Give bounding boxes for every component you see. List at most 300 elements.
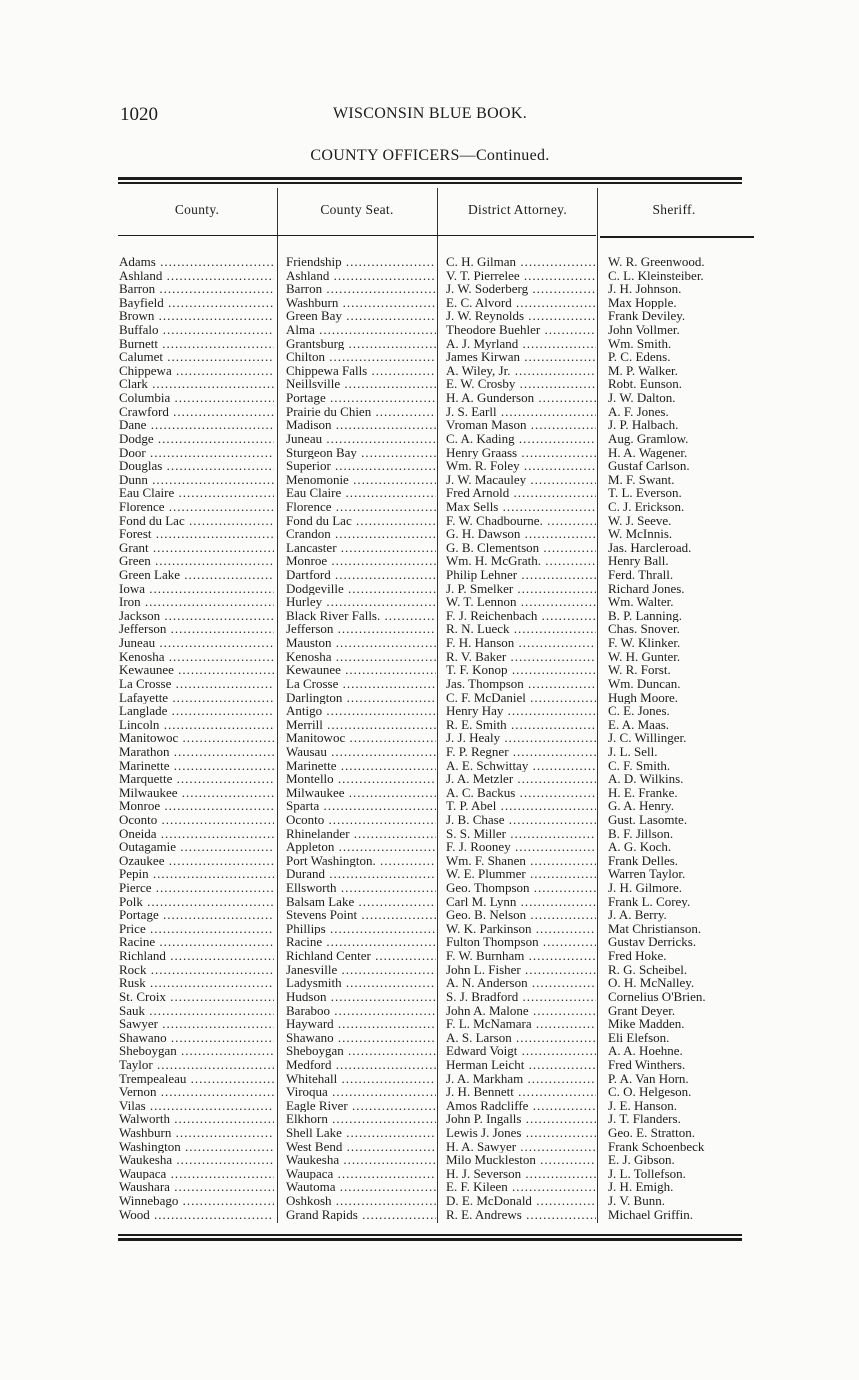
cell-district-attorney: T. F. Konop ..... bbox=[446, 663, 596, 677]
cell-county-seat: Madison ..... bbox=[286, 418, 436, 432]
table-row bbox=[118, 854, 758, 868]
cell-district-attorney: James Kirwan ..... bbox=[446, 350, 596, 364]
table-row bbox=[118, 486, 758, 500]
cell-county-seat: Richland Center ..... bbox=[286, 949, 436, 963]
table-row bbox=[118, 1153, 758, 1167]
table-row bbox=[118, 745, 758, 759]
cell-county: Vernon ..... bbox=[119, 1085, 274, 1099]
cell-county: Ozaukee ..... bbox=[119, 854, 274, 868]
cell-county-seat: Sheboygan ..... bbox=[286, 1044, 436, 1058]
table-row bbox=[118, 1208, 758, 1222]
top-rule-thin bbox=[118, 182, 742, 184]
book-title: WISCONSIN BLUE BOOK. bbox=[333, 105, 527, 122]
table-row bbox=[118, 786, 758, 800]
cell-sheriff: Michael Griffin. bbox=[608, 1207, 693, 1222]
table-row bbox=[118, 895, 758, 909]
cell-county-seat: Port Washington. ..... bbox=[286, 854, 436, 868]
table-row bbox=[118, 1031, 758, 1045]
table-row bbox=[118, 432, 758, 446]
cell-county-seat: Waukesha ..... bbox=[286, 1153, 436, 1167]
cell-district-attorney: A. C. Backus ..... bbox=[446, 786, 596, 800]
table-row bbox=[118, 772, 758, 786]
cell-sheriff: Gust. Lasomte. bbox=[608, 812, 688, 827]
cell-district-attorney: A. S. Larson ..... bbox=[446, 1031, 596, 1045]
cell-county: Juneau ..... bbox=[119, 636, 274, 650]
cell-sheriff: J. H. Gilmore. bbox=[608, 881, 683, 895]
cell-county-seat: Ladysmith ..... bbox=[286, 976, 436, 990]
cell-county: Dunn ..... bbox=[119, 473, 274, 487]
cell-sheriff: W. R. Greenwood. bbox=[608, 255, 705, 269]
cell-district-attorney: Geo. B. Nelson ..... bbox=[446, 908, 596, 922]
cell-district-attorney: A. E. Schwittay ..... bbox=[446, 759, 596, 773]
cell-county: Jackson ..... bbox=[119, 609, 274, 623]
cell-county-seat: Durand ..... bbox=[286, 867, 436, 881]
table-row bbox=[118, 473, 758, 487]
cell-county: Douglas ..... bbox=[119, 459, 274, 473]
cell-county: Crawford ..... bbox=[119, 405, 274, 419]
cell-sheriff: Wm. Smith. bbox=[608, 336, 672, 351]
cell-county: Dodge ..... bbox=[119, 432, 274, 446]
cell-sheriff: Aug. Gramlow. bbox=[608, 431, 689, 446]
cell-county-seat: Barron ..... bbox=[286, 282, 436, 296]
cell-county: Langlade ..... bbox=[119, 704, 274, 718]
cell-sheriff: A. G. Koch. bbox=[608, 840, 672, 854]
cell-county-seat: Eagle River ..... bbox=[286, 1099, 436, 1113]
cell-county-seat: Friendship ..... bbox=[286, 255, 436, 269]
cell-county: Trempealeau ..... bbox=[119, 1072, 274, 1086]
cell-district-attorney: C. A. Kading ..... bbox=[446, 432, 596, 446]
table-row bbox=[118, 1085, 758, 1099]
cell-county: Washington ..... bbox=[119, 1140, 274, 1154]
cell-county-seat: Dodgeville ..... bbox=[286, 582, 436, 596]
cell-county-seat: Merrill ..... bbox=[286, 718, 436, 732]
cell-county: Clark ..... bbox=[119, 377, 274, 391]
cell-county-seat: Shell Lake ..... bbox=[286, 1126, 436, 1140]
cell-county: Door ..... bbox=[119, 446, 274, 460]
table-row bbox=[118, 1058, 758, 1072]
cell-sheriff: H. E. Franke. bbox=[608, 785, 678, 800]
cell-sheriff: W. R. Forst. bbox=[608, 663, 671, 677]
cell-county: Portage ..... bbox=[119, 908, 274, 922]
cell-county: Oneida ..... bbox=[119, 827, 274, 841]
cell-county: Taylor ..... bbox=[119, 1058, 274, 1072]
table-row bbox=[118, 377, 758, 391]
cell-county: Racine ..... bbox=[119, 935, 274, 949]
cell-district-attorney: Theodore Buehler ..... bbox=[446, 323, 596, 337]
cell-district-attorney: John A. Malone ..... bbox=[446, 1004, 596, 1018]
cell-district-attorney: Vroman Mason ..... bbox=[446, 418, 596, 432]
table-row bbox=[118, 391, 758, 405]
cell-county: Polk ..... bbox=[119, 895, 274, 909]
cell-district-attorney: Henry Graass ..... bbox=[446, 446, 596, 460]
table-row bbox=[118, 609, 758, 623]
cell-county-seat: Dartford ..... bbox=[286, 568, 436, 582]
cell-county: Adams ..... bbox=[119, 255, 274, 269]
cell-district-attorney: A. J. Myrland ..... bbox=[446, 337, 596, 351]
cell-county: Sawyer ..... bbox=[119, 1017, 274, 1031]
cell-county: Eau Claire ..... bbox=[119, 486, 274, 500]
cell-sheriff: J. L. Sell. bbox=[608, 744, 658, 759]
cell-county: Dane ..... bbox=[119, 418, 274, 432]
cell-county: Waupaca ..... bbox=[119, 1167, 274, 1181]
table-row bbox=[118, 1140, 758, 1154]
cell-district-attorney: C. H. Gilman ..... bbox=[446, 255, 596, 269]
table-row bbox=[118, 1167, 758, 1181]
cell-county-seat: Wausau ..... bbox=[286, 745, 436, 759]
cell-county: Rusk ..... bbox=[119, 976, 274, 990]
cell-county: Green ..... bbox=[119, 554, 274, 568]
table-row bbox=[118, 554, 758, 568]
cell-county-seat: Eau Claire ..... bbox=[286, 486, 436, 500]
cell-sheriff: M. F. Swant. bbox=[608, 472, 675, 487]
cell-county: Florence ..... bbox=[119, 500, 274, 514]
cell-county-seat: Oconto ..... bbox=[286, 813, 436, 827]
cell-county: Pepin ..... bbox=[119, 867, 274, 881]
table-row bbox=[118, 1180, 758, 1194]
cell-county-seat: Oshkosh ..... bbox=[286, 1194, 436, 1208]
cell-sheriff: C. O. Helgeson. bbox=[608, 1085, 692, 1099]
cell-district-attorney: J. A. Metzler ..... bbox=[446, 772, 596, 786]
cell-county: Green Lake ..... bbox=[119, 568, 274, 582]
cell-sheriff: E. A. Maas. bbox=[608, 717, 670, 732]
page-header bbox=[120, 104, 740, 132]
cell-district-attorney: J. B. Chase ..... bbox=[446, 813, 596, 827]
cell-county: Iowa ..... bbox=[119, 582, 274, 596]
cell-sheriff: H. A. Wagener. bbox=[608, 445, 688, 460]
top-rule-thick bbox=[118, 177, 742, 180]
cell-district-attorney: E. C. Alvord ..... bbox=[446, 296, 596, 310]
cell-sheriff: M. P. Walker. bbox=[608, 363, 678, 378]
cell-district-attorney: J. H. Bennett ..... bbox=[446, 1085, 596, 1099]
bottom-rule-thin bbox=[118, 1234, 742, 1236]
table-row bbox=[118, 1004, 758, 1018]
cell-district-attorney: John L. Fisher ..... bbox=[446, 963, 596, 977]
cell-county-seat: Menomonie ..... bbox=[286, 473, 436, 487]
cell-district-attorney: J. W. Soderberg ..... bbox=[446, 282, 596, 296]
cell-sheriff: O. H. McNalley. bbox=[608, 976, 695, 990]
cell-county: Wood ..... bbox=[119, 1208, 274, 1222]
table-row bbox=[118, 364, 758, 378]
table-row bbox=[118, 1126, 758, 1140]
cell-sheriff: J. C. Willinger. bbox=[608, 731, 687, 745]
cell-county: Sauk ..... bbox=[119, 1004, 274, 1018]
table-row bbox=[118, 1044, 758, 1058]
table-row bbox=[118, 459, 758, 473]
cell-sheriff: J. T. Flanders. bbox=[608, 1112, 681, 1127]
cell-county-seat: Rhinelander ..... bbox=[286, 827, 436, 841]
table-row bbox=[118, 418, 758, 432]
table-row bbox=[118, 337, 758, 351]
cell-sheriff: J. H. Johnson. bbox=[608, 282, 682, 296]
table-row bbox=[118, 296, 758, 310]
cell-county-seat: Balsam Lake ..... bbox=[286, 895, 436, 909]
table-row bbox=[118, 568, 758, 582]
cell-county: Manitowoc ..... bbox=[119, 731, 274, 745]
cell-district-attorney: J. S. Earll ..... bbox=[446, 405, 596, 419]
cell-county-seat: Mauston ..... bbox=[286, 636, 436, 650]
cell-sheriff: J. A. Berry. bbox=[608, 908, 667, 922]
cell-county-seat: West Bend ..... bbox=[286, 1140, 436, 1154]
cell-district-attorney: Herman Leicht ..... bbox=[446, 1058, 596, 1072]
cell-district-attorney: R. E. Andrews ..... bbox=[446, 1208, 596, 1222]
cell-district-attorney: Fred Arnold ..... bbox=[446, 486, 596, 500]
cell-county-seat: Medford ..... bbox=[286, 1058, 436, 1072]
cell-district-attorney: Wm. F. Shanen ..... bbox=[446, 854, 596, 868]
cell-county-seat: Black River Falls. ..... bbox=[286, 609, 436, 623]
cell-district-attorney: F. J. Reichenbach ..... bbox=[446, 609, 596, 623]
cell-county: Walworth ..... bbox=[119, 1112, 274, 1126]
cell-sheriff: A. D. Wilkins. bbox=[608, 772, 684, 786]
cell-sheriff: Fred Winthers. bbox=[608, 1057, 686, 1072]
cell-county: Lafayette ..... bbox=[119, 691, 274, 705]
table-row bbox=[118, 663, 758, 677]
cell-sheriff: G. A. Henry. bbox=[608, 799, 674, 813]
cell-district-attorney: H. A. Sawyer ..... bbox=[446, 1140, 596, 1154]
cell-county: Richland ..... bbox=[119, 949, 274, 963]
cell-sheriff: John Vollmer. bbox=[608, 323, 680, 337]
table-row bbox=[118, 1194, 758, 1208]
cell-county-seat: Monroe ..... bbox=[286, 554, 436, 568]
column-header-county-seat: County Seat. bbox=[320, 202, 394, 217]
cell-county-seat: Antigo ..... bbox=[286, 704, 436, 718]
cell-county: Oconto ..... bbox=[119, 813, 274, 827]
cell-sheriff: Jas. Harcleroad. bbox=[608, 540, 692, 555]
cell-sheriff: C. J. Erickson. bbox=[608, 499, 685, 514]
cell-sheriff: J. H. Emigh. bbox=[608, 1180, 674, 1195]
cell-county: Marquette ..... bbox=[119, 772, 274, 786]
cell-county-seat: Marinette ..... bbox=[286, 759, 436, 773]
cell-sheriff: Ferd. Thrall. bbox=[608, 568, 674, 582]
table-row bbox=[118, 963, 758, 977]
cell-sheriff: W. McInnis. bbox=[608, 527, 673, 541]
cell-county: Jefferson ..... bbox=[119, 622, 274, 636]
cell-county: Vilas ..... bbox=[119, 1099, 274, 1113]
table-row bbox=[118, 949, 758, 963]
cell-district-attorney: G. B. Clementson ..... bbox=[446, 541, 596, 555]
table-row bbox=[118, 636, 758, 650]
cell-county-seat: Juneau ..... bbox=[286, 432, 436, 446]
cell-county-seat: Montello ..... bbox=[286, 772, 436, 786]
cell-county: Marathon ..... bbox=[119, 745, 274, 759]
cell-county-seat: Sturgeon Bay ..... bbox=[286, 446, 436, 460]
table-row bbox=[118, 269, 758, 283]
cell-district-attorney: J. P. Smelker ..... bbox=[446, 582, 596, 596]
cell-district-attorney: H. A. Gunderson ..... bbox=[446, 391, 596, 405]
cell-sheriff: A. A. Hoehne. bbox=[608, 1044, 683, 1058]
cell-county-seat: Kenosha ..... bbox=[286, 650, 436, 664]
table-row bbox=[118, 759, 758, 773]
table-row bbox=[118, 677, 758, 691]
cell-sheriff: W. H. Gunter. bbox=[608, 649, 681, 664]
cell-county-seat: Grantsburg ..... bbox=[286, 337, 436, 351]
cell-sheriff: B. F. Jillson. bbox=[608, 826, 674, 841]
table-row bbox=[118, 514, 758, 528]
cell-county-seat: Wautoma ..... bbox=[286, 1180, 436, 1194]
cell-county: Columbia ..... bbox=[119, 391, 274, 405]
cell-district-attorney: Wm. H. McGrath. ..... bbox=[446, 554, 596, 568]
cell-district-attorney: F. L. McNamara ..... bbox=[446, 1017, 596, 1031]
cell-county-seat: La Crosse ..... bbox=[286, 677, 436, 691]
cell-sheriff: Mat Christianson. bbox=[608, 921, 702, 936]
table-row bbox=[118, 922, 758, 936]
cell-sheriff: Chas. Snover. bbox=[608, 622, 680, 637]
cell-sheriff: Max Hopple. bbox=[608, 295, 677, 310]
cell-district-attorney: John P. Ingalls ..... bbox=[446, 1112, 596, 1126]
header-rule-sheriff bbox=[600, 236, 754, 238]
cell-sheriff: C. F. Smith. bbox=[608, 758, 671, 773]
cell-county-seat: Washburn ..... bbox=[286, 296, 436, 310]
cell-district-attorney: H. J. Severson ..... bbox=[446, 1167, 596, 1181]
cell-district-attorney: S. S. Miller ..... bbox=[446, 827, 596, 841]
cell-county: Lincoln ..... bbox=[119, 718, 274, 732]
cell-county: Monroe ..... bbox=[119, 799, 274, 813]
cell-district-attorney: R. V. Baker ..... bbox=[446, 650, 596, 664]
cell-district-attorney: F. W. Burnham ..... bbox=[446, 949, 596, 963]
cell-county-seat: Superior ..... bbox=[286, 459, 436, 473]
cell-county-seat: Alma ..... bbox=[286, 323, 436, 337]
cell-county-seat: Ashland ..... bbox=[286, 269, 436, 283]
cell-county-seat: Chippewa Falls ..... bbox=[286, 364, 436, 378]
cell-county-seat: Grand Rapids ..... bbox=[286, 1208, 436, 1222]
cell-sheriff: Richard Jones. bbox=[608, 581, 685, 596]
cell-sheriff: Geo. E. Stratton. bbox=[608, 1126, 696, 1140]
cell-sheriff: Grant Deyer. bbox=[608, 1003, 676, 1018]
cell-county: St. Croix ..... bbox=[119, 990, 274, 1004]
cell-district-attorney: Philip Lehner ..... bbox=[446, 568, 596, 582]
cell-sheriff: Mike Madden. bbox=[608, 1017, 685, 1031]
table-row bbox=[118, 650, 758, 664]
cell-sheriff: R. G. Scheibel. bbox=[608, 962, 688, 977]
table-row bbox=[118, 867, 758, 881]
cell-district-attorney: W. E. Plummer ..... bbox=[446, 867, 596, 881]
column-header-sheriff: Sheriff. bbox=[652, 202, 696, 217]
cell-sheriff: J. W. Dalton. bbox=[608, 391, 676, 405]
cell-county-seat: Florence ..... bbox=[286, 500, 436, 514]
table-row bbox=[118, 990, 758, 1004]
table-row bbox=[118, 541, 758, 555]
cell-county-seat: Janesville ..... bbox=[286, 963, 436, 977]
table-row bbox=[118, 500, 758, 514]
cell-county-seat: Hurley ..... bbox=[286, 595, 436, 609]
cell-district-attorney: Max Sells ..... bbox=[446, 500, 596, 514]
table-row bbox=[118, 718, 758, 732]
cell-county: La Crosse ..... bbox=[119, 677, 274, 691]
column-header-district-attorney: District Attorney. bbox=[467, 202, 567, 217]
cell-district-attorney: S. J. Bradford ..... bbox=[446, 990, 596, 1004]
cell-county: Sheboygan ..... bbox=[119, 1044, 274, 1058]
cell-sheriff: T. L. Everson. bbox=[608, 486, 682, 500]
cell-sheriff: Hugh Moore. bbox=[608, 690, 679, 705]
cell-sheriff: F. W. Klinker. bbox=[608, 636, 681, 650]
cell-county: Bayfield ..... bbox=[119, 296, 274, 310]
cell-county: Pierce ..... bbox=[119, 881, 274, 895]
cell-county-seat: Elkhorn ..... bbox=[286, 1112, 436, 1126]
cell-sheriff: Gustav Derricks. bbox=[608, 935, 697, 950]
cell-county: Washburn ..... bbox=[119, 1126, 274, 1140]
table-row bbox=[118, 622, 758, 636]
table-row bbox=[118, 582, 758, 596]
cell-district-attorney: F. H. Hanson ..... bbox=[446, 636, 596, 650]
cell-county-seat: Racine ..... bbox=[286, 935, 436, 949]
cell-county: Milwaukee ..... bbox=[119, 786, 274, 800]
cell-county-seat: Sparta ..... bbox=[286, 799, 436, 813]
cell-county-seat: Whitehall ..... bbox=[286, 1072, 436, 1086]
cell-district-attorney: Geo. Thompson ..... bbox=[446, 881, 596, 895]
cell-county: Barron ..... bbox=[119, 282, 274, 296]
table-row bbox=[118, 350, 758, 364]
table-row bbox=[118, 799, 758, 813]
cell-county-seat: Portage ..... bbox=[286, 391, 436, 405]
table-row bbox=[118, 813, 758, 827]
cell-county: Outagamie ..... bbox=[119, 840, 274, 854]
column-header-county: County. bbox=[174, 202, 220, 217]
cell-sheriff: Frank Deviley. bbox=[608, 309, 686, 324]
cell-county-seat: Chilton ..... bbox=[286, 350, 436, 364]
table-row bbox=[118, 323, 758, 337]
table-row bbox=[118, 1112, 758, 1126]
table-row bbox=[118, 309, 758, 323]
cell-district-attorney: R. E. Smith ..... bbox=[446, 718, 596, 732]
table-row bbox=[118, 282, 758, 296]
cell-county-seat: Phillips ..... bbox=[286, 922, 436, 936]
cell-county-seat: Stevens Point ..... bbox=[286, 908, 436, 922]
cell-county: Calumet ..... bbox=[119, 350, 274, 364]
cell-county-seat: Fond du Lac ..... bbox=[286, 514, 436, 528]
cell-district-attorney: C. F. McDaniel ..... bbox=[446, 691, 596, 705]
cell-county: Marinette ..... bbox=[119, 759, 274, 773]
cell-county-seat: Waupaca ..... bbox=[286, 1167, 436, 1181]
table-row bbox=[118, 527, 758, 541]
cell-sheriff: Frank L. Corey. bbox=[608, 894, 691, 909]
cell-county-seat: Darlington ..... bbox=[286, 691, 436, 705]
cell-district-attorney: A. Wiley, Jr. ..... bbox=[446, 364, 596, 378]
cell-sheriff: P. C. Edens. bbox=[608, 350, 671, 364]
cell-sheriff: J. V. Bunn. bbox=[608, 1194, 665, 1208]
table-row bbox=[118, 908, 758, 922]
cell-county: Ashland ..... bbox=[119, 269, 274, 283]
cell-sheriff: Frank Delles. bbox=[608, 853, 679, 868]
cell-county-seat: Ellsworth ..... bbox=[286, 881, 436, 895]
page-number: 1020 bbox=[120, 104, 158, 125]
table-row bbox=[118, 976, 758, 990]
cell-county-seat: Shawano ..... bbox=[286, 1031, 436, 1045]
cell-sheriff: E. J. Gibson. bbox=[608, 1153, 675, 1167]
cell-county-seat: Milwaukee ..... bbox=[286, 786, 436, 800]
cell-district-attorney: F. W. Chadbourne. ..... bbox=[446, 514, 596, 528]
cell-district-attorney: J. J. Healy ..... bbox=[446, 731, 596, 745]
table-row bbox=[118, 704, 758, 718]
cell-sheriff: J. P. Halbach. bbox=[608, 418, 679, 432]
cell-sheriff: Henry Ball. bbox=[608, 554, 669, 569]
cell-county: Kewaunee ..... bbox=[119, 663, 274, 677]
cell-district-attorney: Milo Muckleston ..... bbox=[446, 1153, 596, 1167]
cell-district-attorney: J. W. Macauley ..... bbox=[446, 473, 596, 487]
cell-county: Price ..... bbox=[119, 922, 274, 936]
table-row bbox=[118, 1072, 758, 1086]
cell-county: Kenosha ..... bbox=[119, 650, 274, 664]
cell-county-seat: Hayward ..... bbox=[286, 1017, 436, 1031]
table-row bbox=[118, 255, 758, 269]
cell-county-seat: Green Bay ..... bbox=[286, 309, 436, 323]
cell-district-attorney: Amos Radcliffe ..... bbox=[446, 1099, 596, 1113]
cell-sheriff: Wm. Walter. bbox=[608, 595, 674, 609]
cell-sheriff: B. P. Lanning. bbox=[608, 608, 683, 623]
table-row bbox=[118, 935, 758, 949]
cell-sheriff: C. L. Kleinsteiber. bbox=[608, 268, 704, 283]
cell-sheriff: Eli Elefson. bbox=[608, 1030, 670, 1045]
bottom-rule-thick bbox=[118, 1238, 742, 1241]
cell-sheriff: J. L. Tollefson. bbox=[608, 1166, 686, 1181]
